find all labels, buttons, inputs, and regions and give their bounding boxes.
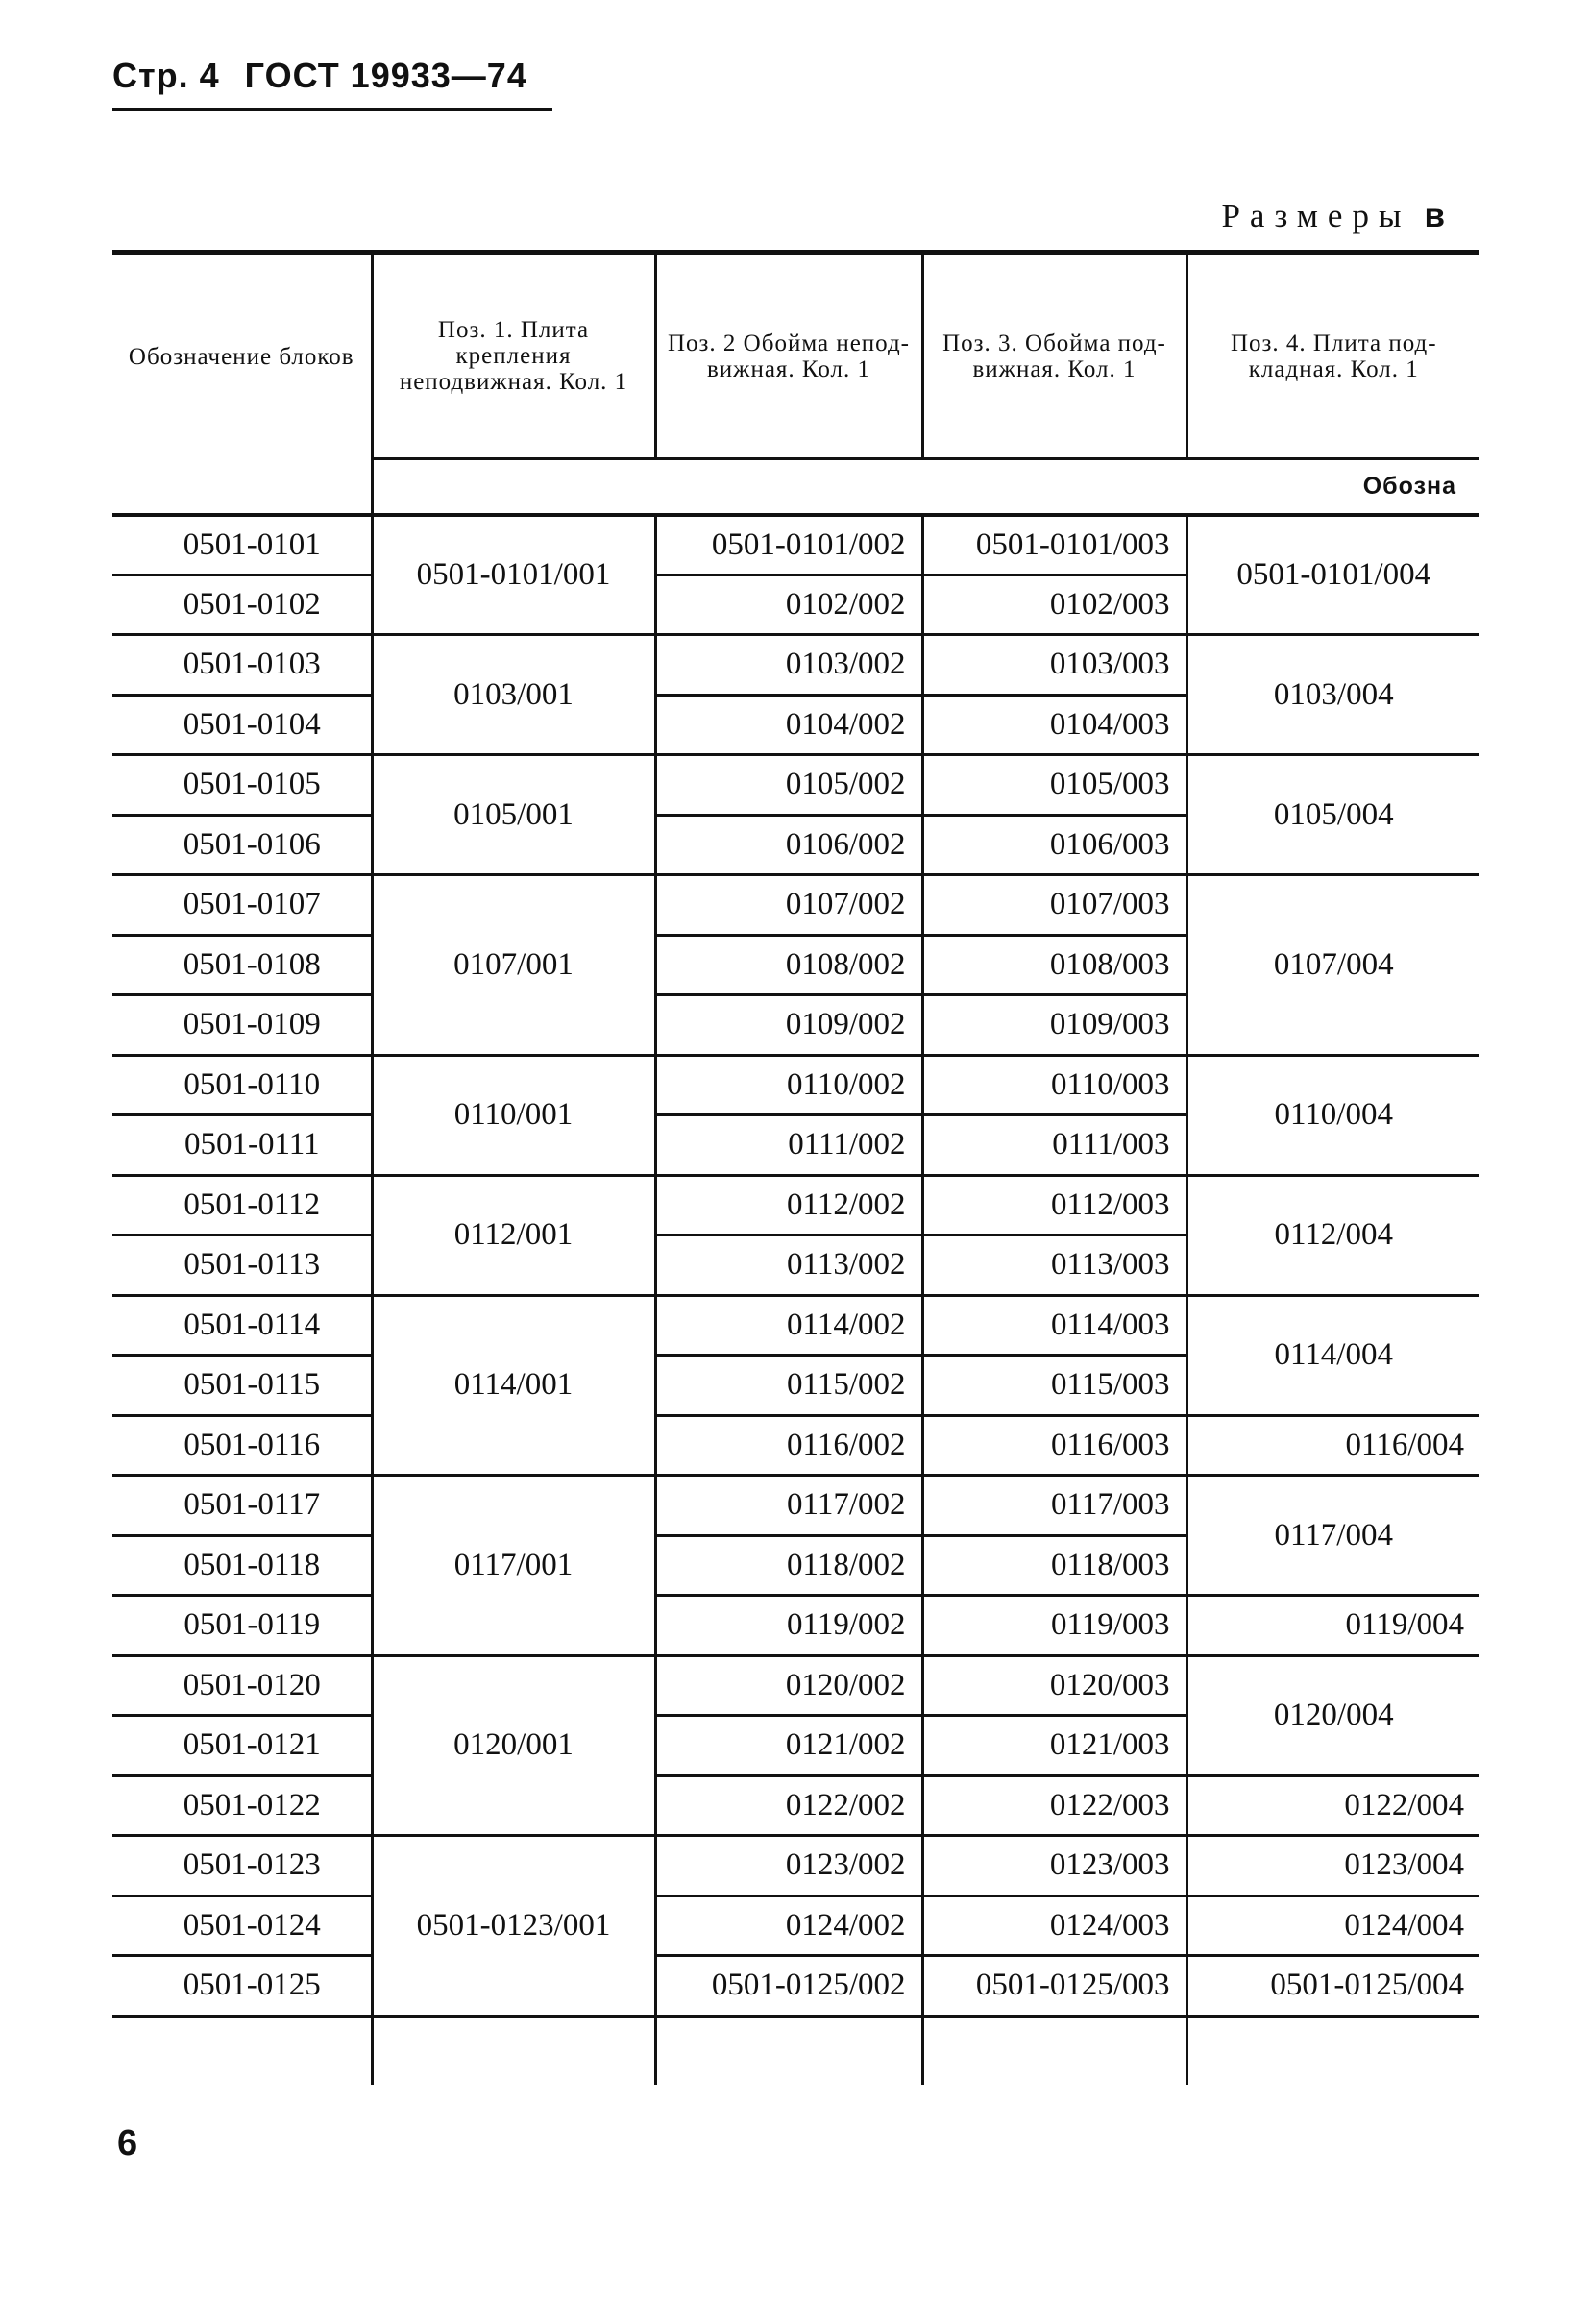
subheader-label: Обозна — [372, 459, 1479, 515]
pos3-cell: 0111/003 — [922, 1115, 1186, 1176]
pos2-cell: 0124/002 — [655, 1896, 922, 1956]
pos3-cell: 0109/003 — [922, 995, 1186, 1056]
block-designation-cell: 0501-0113 — [112, 1235, 372, 1296]
page-label: Стр. 4 — [112, 56, 220, 95]
pos3-cell: 0107/003 — [922, 875, 1186, 936]
table-row — [112, 1476, 1479, 1536]
pos4-cell: 0116/004 — [1186, 1415, 1479, 1476]
table-row — [112, 1775, 1479, 1836]
pos3-cell: 0104/003 — [922, 695, 1186, 755]
block-designation-cell: 0501-0103 — [112, 635, 372, 696]
pos3-cell: 0501-0101/003 — [922, 515, 1186, 575]
pos3-cell: 0108/003 — [922, 935, 1186, 995]
block-designation-cell: 0501-0124 — [112, 1896, 372, 1956]
table-row — [112, 1415, 1479, 1476]
pos2-cell: 0102/002 — [655, 575, 922, 635]
table-row — [112, 875, 1479, 936]
pos2-cell: 0118/002 — [655, 1535, 922, 1596]
block-designation-cell: 0501-0101 — [112, 515, 372, 575]
pos2-cell: 0121/002 — [655, 1716, 922, 1776]
table-body — [112, 515, 1479, 2085]
pos2-cell: 0108/002 — [655, 935, 922, 995]
block-designation-cell: 0501-0115 — [112, 1356, 372, 1416]
pos3-cell: 0117/003 — [922, 1476, 1186, 1536]
pos1-cell: 0501-0101/001 — [372, 515, 655, 635]
block-designation-cell: 0501-0118 — [112, 1535, 372, 1596]
block-designation-cell: 0501-0108 — [112, 935, 372, 995]
pos4-cell: 0105/004 — [1186, 755, 1479, 875]
pos4-cell: 0119/004 — [1186, 1596, 1479, 1656]
block-designation-cell: 0501-0104 — [112, 695, 372, 755]
standard-number: ГОСТ 19933—74 — [244, 56, 527, 95]
pos3-cell: 0119/003 — [922, 1596, 1186, 1656]
pos4-cell: 0501-0125/004 — [1186, 1956, 1479, 2017]
pos2-cell: 0112/002 — [655, 1175, 922, 1235]
pos2-cell: 0105/002 — [655, 755, 922, 816]
pos4-cell: 0114/004 — [1186, 1295, 1479, 1415]
block-designation-cell: 0501-0125 — [112, 1956, 372, 2017]
pos3-cell: 0123/003 — [922, 1836, 1186, 1896]
pos3-cell: 0120/003 — [922, 1655, 1186, 1716]
col-header-designation: Обозначение блоков — [128, 343, 354, 370]
pos4-cell: 0123/004 — [1186, 1836, 1479, 1896]
pos1-cell: 0114/001 — [372, 1295, 655, 1476]
pos2-cell: 0123/002 — [655, 1836, 922, 1896]
table-row — [112, 1596, 1479, 1656]
pos4-cell: 0117/004 — [1186, 1476, 1479, 1596]
pos3-cell: 0113/003 — [922, 1235, 1186, 1296]
pos1-cell: 0117/001 — [372, 1476, 655, 1656]
col-header-pos2: Поз. 2 Обойма непод- вижная. Кол. 1 — [655, 253, 922, 459]
pos3-cell: 0114/003 — [922, 1295, 1186, 1356]
pos3-cell: 0115/003 — [922, 1356, 1186, 1416]
units-text: Размеры — [1221, 197, 1411, 234]
table-row — [112, 755, 1479, 816]
pos2-cell: 0104/002 — [655, 695, 922, 755]
pos2-cell: 0115/002 — [655, 1356, 922, 1416]
pos4-cell: 0124/004 — [1186, 1896, 1479, 1956]
pos3-cell: 0121/003 — [922, 1716, 1186, 1776]
block-designation-cell: 0501-0123 — [112, 1836, 372, 1896]
block-designation-cell: 0501-0107 — [112, 875, 372, 936]
pos4-cell: 0103/004 — [1186, 635, 1479, 755]
pos2-cell: 0119/002 — [655, 1596, 922, 1656]
block-designation-cell: 0501-0105 — [112, 755, 372, 816]
col-header-pos1: Поз. 1. Плита крепления неподвижная. Кол. 1 — [372, 253, 655, 459]
pos2-cell: 0106/002 — [655, 815, 922, 875]
pos2-cell: 0114/002 — [655, 1295, 922, 1356]
subheader-row — [112, 459, 1479, 515]
block-designation-cell: 0501-0111 — [112, 1115, 372, 1176]
pos2-cell: 0120/002 — [655, 1655, 922, 1716]
units-suffix: в — [1424, 197, 1445, 234]
block-designation-cell: 0501-0109 — [112, 995, 372, 1056]
table-row — [112, 1175, 1479, 1235]
pos1-cell: 0105/001 — [372, 755, 655, 875]
pos2-cell: 0501-0125/002 — [655, 1956, 922, 2017]
pos3-cell: 0105/003 — [922, 755, 1186, 816]
table-row — [112, 1055, 1479, 1115]
pos2-cell: 0111/002 — [655, 1115, 922, 1176]
pos3-cell: 0124/003 — [922, 1896, 1186, 1956]
pos1-cell: 0501-0123/001 — [372, 1836, 655, 2017]
pos2-cell: 0107/002 — [655, 875, 922, 936]
block-designation-cell: 0501-0106 — [112, 815, 372, 875]
pos1-cell: 0110/001 — [372, 1055, 655, 1175]
pos4-cell: 0120/004 — [1186, 1655, 1479, 1775]
pos3-cell: 0102/003 — [922, 575, 1186, 635]
block-designation-cell: 0501-0102 — [112, 575, 372, 635]
pos4-cell: 0501-0101/004 — [1186, 515, 1479, 635]
pos2-cell: 0103/002 — [655, 635, 922, 696]
page-number: 6 — [117, 2123, 138, 2164]
pos3-cell: 0110/003 — [922, 1055, 1186, 1115]
block-designation-cell: 0501-0116 — [112, 1415, 372, 1476]
pos1-cell: 0103/001 — [372, 635, 655, 755]
block-designation-cell: 0501-0120 — [112, 1655, 372, 1716]
table-row — [112, 1295, 1479, 1356]
units-note — [1221, 197, 1445, 235]
table-row — [112, 515, 1479, 575]
pos4-cell: 0112/004 — [1186, 1175, 1479, 1295]
block-designation-cell: 0501-0112 — [112, 1175, 372, 1235]
pos2-cell: 0501-0101/002 — [655, 515, 922, 575]
block-designation-cell: 0501-0117 — [112, 1476, 372, 1536]
pos4-cell: 0107/004 — [1186, 875, 1479, 1056]
col-header-pos3: Поз. 3. Обойма под- вижная. Кол. 1 — [922, 253, 1186, 459]
block-designation-cell: 0501-0122 — [112, 1775, 372, 1836]
table-row — [112, 635, 1479, 696]
pos1-cell: 0112/001 — [372, 1175, 655, 1295]
pos4-cell: 0110/004 — [1186, 1055, 1479, 1175]
block-designation-cell: 0501-0121 — [112, 1716, 372, 1776]
table-tail-row — [112, 2016, 1479, 2085]
page-header — [112, 56, 552, 111]
pos3-cell: 0122/003 — [922, 1775, 1186, 1836]
pos2-cell: 0109/002 — [655, 995, 922, 1056]
pos3-cell: 0103/003 — [922, 635, 1186, 696]
block-designation-cell: 0501-0119 — [112, 1596, 372, 1656]
pos1-cell: 0107/001 — [372, 875, 655, 1056]
pos3-cell: 0118/003 — [922, 1535, 1186, 1596]
header-row — [112, 253, 1479, 459]
pos2-cell: 0113/002 — [655, 1235, 922, 1296]
pos3-cell: 0106/003 — [922, 815, 1186, 875]
pos3-cell: 0116/003 — [922, 1415, 1186, 1476]
table-row — [112, 1836, 1479, 1896]
pos2-cell: 0122/002 — [655, 1775, 922, 1836]
parts-table — [112, 250, 1479, 2085]
pos2-cell: 0116/002 — [655, 1415, 922, 1476]
pos2-cell: 0110/002 — [655, 1055, 922, 1115]
block-designation-cell: 0501-0114 — [112, 1295, 372, 1356]
parts-table-container — [112, 250, 1479, 2085]
table-row — [112, 1896, 1479, 1956]
col-header-pos4: Поз. 4. Плита под- кладная. Кол. 1 — [1186, 253, 1479, 459]
table-row — [112, 1655, 1479, 1716]
pos3-cell: 0501-0125/003 — [922, 1956, 1186, 2017]
pos3-cell: 0112/003 — [922, 1175, 1186, 1235]
table-row — [112, 1956, 1479, 2017]
pos4-cell: 0122/004 — [1186, 1775, 1479, 1836]
pos2-cell: 0117/002 — [655, 1476, 922, 1536]
block-designation-cell: 0501-0110 — [112, 1055, 372, 1115]
pos1-cell: 0120/001 — [372, 1655, 655, 1836]
